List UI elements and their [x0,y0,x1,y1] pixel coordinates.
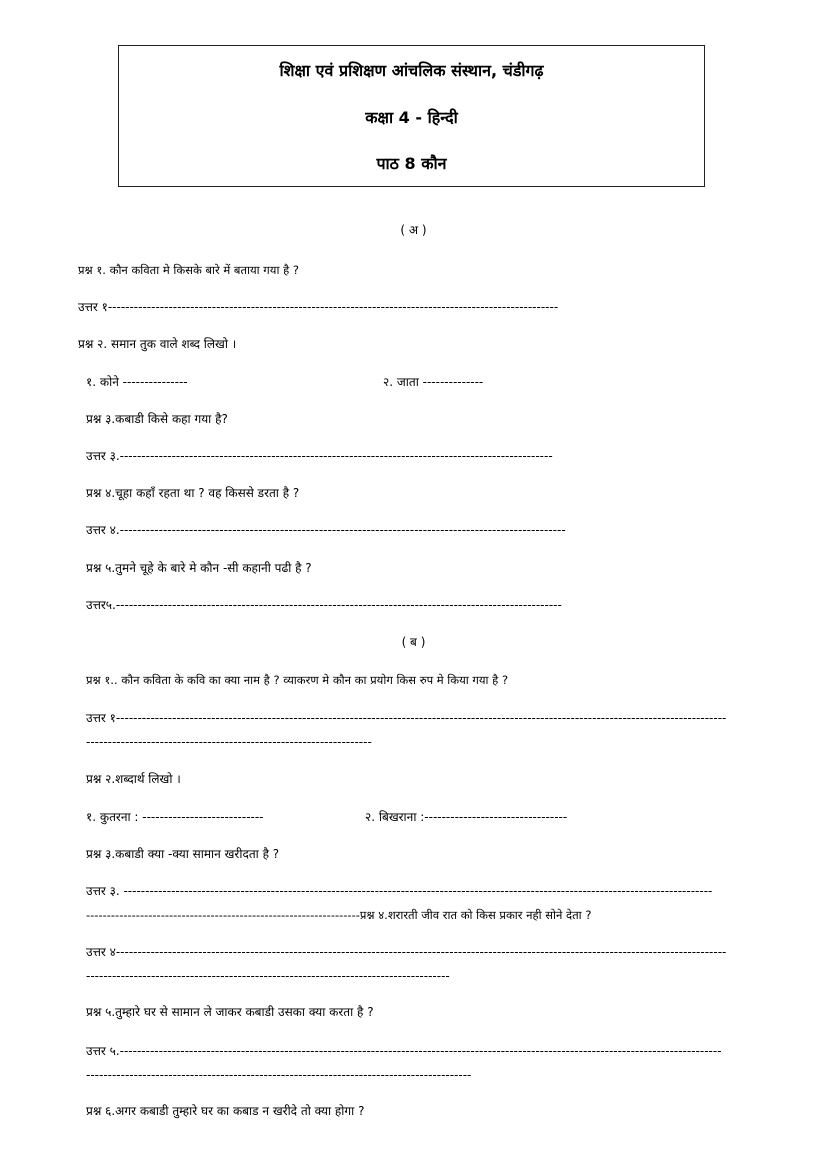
section-b-answer-5-line-1: उत्तर ५.------------------------------------------------------------------------------------------------------------------------------------------- [86,1044,722,1058]
section-b-question-1: प्रश्न १.. कौन कविता के कवि का क्या नाम है ? व्याकरण मे कौन का प्रयोग किस रुप मे किया गया है ? [86,673,509,687]
section-b-question-3: प्रश्न ३.कबाडी क्या -क्या सामान खरीदता है ? [86,847,280,861]
section-b-answer-4-line-1: उत्तर ४--------------------------------------------------------------------------------------------------------------------------------------------- [86,945,727,959]
section-b-question-5: प्रश्न ५.तुम्हारे घर से सामान ले जाकर कबाडी उसका क्या करता है ? [86,1005,374,1019]
section-b-question-2: प्रश्न २.शब्दार्थ लिखो । [86,772,181,786]
header-box [118,45,705,187]
section-b-q2-item-1: १. कुतरना : ---------------------------- [86,810,264,824]
section-b-answer-1-line-1: उत्तर १--------------------------------------------------------------------------------------------------------------------------------------------- [86,711,727,725]
section-b-answer-3-line-2: ------------------------------------------------------------------प्रश्न ४.शरारती जीव रात को किस प्रकार नही सोने देता ? [86,908,592,922]
section-a-q2-item-2: २. जाता -------------- [383,375,484,389]
section-a-question-5: प्रश्न ५.तुमने चूहे के बारे मे कौन -सी कहानी पढी है ? [86,561,312,575]
section-a-question-4: प्रश्न ४.चूहा कहाँ रहता था ? वह किससे डरता है ? [86,486,300,500]
section-a-answer-4: उत्तर ४.------------------------------------------------------------------------------------------------------- [86,523,566,537]
class-subject-title: कक्षा 4 - हिन्दी [365,108,458,127]
section-b-title: ( ब ) [401,635,426,649]
section-b-answer-3-line-1: उत्तर ३. ---------------------------------------------------------------------------------------------------------------------------------------- [86,884,713,898]
section-a-question-2: प्रश्न २. समान तुक वाले शब्द लिखो । [78,337,237,351]
section-b-question-6: प्रश्न ६.अगर कबाडी तुम्हारे घर का कबाड न खरीदे तो क्या होगा ? [86,1104,365,1118]
section-b-answer-5-line-2: ----------------------------------------------------------------------------------------- [86,1068,472,1082]
section-b-answer-4-line-2: ------------------------------------------------------------------------------------ [86,969,450,983]
section-a-question-3: प्रश्न ३.कबाडी किसे कहा गया है? [86,412,228,426]
section-b-q2-item-2: २. बिखराना :--------------------------------- [365,810,568,824]
section-a-question-1: प्रश्न १. कौन कविता मे किसके बारे में बताया गया है ? [78,263,299,277]
section-a-answer-3: उत्तर ३.---------------------------------------------------------------------------------------------------- [86,449,553,463]
section-a-answer-5: उत्तर५.------------------------------------------------------------------------------------------------------- [86,598,562,612]
section-a-answer-1: उत्तर १-------------------------------------------------------------------------------------------------------- [78,300,559,314]
lesson-title: पाठ 8 कौन [376,154,447,173]
section-a-q2-item-1: १. कोने --------------- [86,375,188,389]
section-b-answer-1-line-2: ------------------------------------------------------------------ [86,735,372,749]
section-a-title: ( अ ) [400,223,427,237]
institute-title: शिक्षा एवं प्रशिक्षण आंचलिक संस्थान, चंडीगढ़ [279,61,544,80]
